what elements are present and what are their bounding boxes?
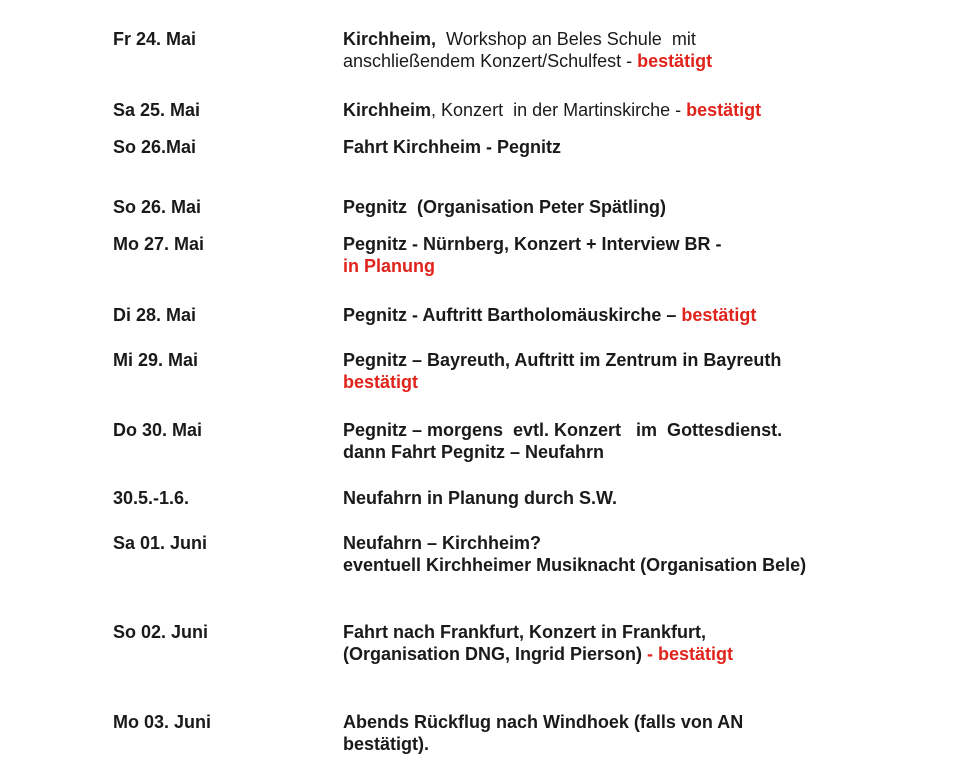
entry-description — [343, 28, 943, 72]
description-line — [343, 621, 943, 643]
description-line — [343, 554, 943, 576]
description-text: (Organisation DNG, Ingrid Pierson) — [343, 644, 648, 664]
entry-date: Fr 24. Mai — [113, 29, 197, 49]
entry-date: Sa 25. Mai — [113, 100, 201, 120]
entry-date: So 26.Mai — [113, 137, 197, 157]
entry-description — [343, 487, 943, 509]
description-line — [343, 50, 943, 72]
description-line — [343, 304, 943, 326]
description-text: Pegnitz – morgens evtl. Konzert im Gottesdienst. — [343, 420, 783, 440]
description-text: Abends Rückflug nach Windhoek (falls von AN — [343, 712, 744, 732]
entry-description — [343, 419, 943, 463]
entry-description — [343, 99, 943, 121]
entry-date: Mo 03. Juni — [113, 712, 212, 732]
entry-description — [343, 233, 943, 277]
entry-description — [343, 304, 943, 326]
description-text: Fahrt nach Frankfurt, Konzert in Frankfurt, — [343, 622, 707, 642]
description-text: Neufahrn – Kirchheim? — [343, 533, 542, 553]
description-line — [343, 532, 943, 554]
entry-description — [343, 136, 943, 158]
entry-date: So 02. Juni — [113, 622, 209, 642]
status-text: in Planung — [343, 256, 435, 276]
entry-date: 30.5.-1.6. — [113, 488, 190, 508]
description-line — [343, 371, 943, 393]
description-line — [343, 196, 943, 218]
description-line — [343, 643, 943, 665]
description-line — [343, 441, 943, 463]
entry-date: Mi 29. Mai — [113, 350, 199, 370]
entry-date: Mo 27. Mai — [113, 234, 205, 254]
description-line — [343, 733, 943, 755]
description-line — [343, 99, 943, 121]
description-text: Pegnitz - Nürnberg, Konzert + Interview BR - — [343, 234, 722, 254]
description-line — [343, 711, 943, 733]
description-line — [343, 28, 943, 50]
description-text: Fahrt Kirchheim - Pegnitz — [343, 137, 562, 157]
status-text: bestätigt — [686, 100, 762, 120]
description-text: Workshop an Beles Schule mit — [436, 29, 696, 49]
entry-description — [343, 349, 943, 393]
status-text: bestätigt — [681, 305, 757, 325]
entry-date: Sa 01. Juni — [113, 533, 208, 553]
description-text: dann Fahrt Pegnitz – Neufahrn — [343, 442, 605, 462]
description-text: Pegnitz - Auftritt Bartholomäuskirche – — [343, 305, 682, 325]
entry-date: So 26. Mai — [113, 197, 202, 217]
description-text: Pegnitz – Bayreuth, Auftritt im Zentrum in Bayreuth — [343, 350, 782, 370]
description-line — [343, 487, 943, 509]
description-line — [343, 419, 943, 441]
description-text: , Konzert in der Martinskirche - — [431, 100, 687, 120]
description-line — [343, 136, 943, 158]
description-line — [343, 255, 943, 277]
entry-description — [343, 621, 943, 665]
status-text: bestätigt — [637, 51, 713, 71]
description-text: eventuell Kirchheimer Musiknacht (Organisation Bele) — [343, 555, 807, 575]
description-line — [343, 349, 943, 371]
entry-date: Do 30. Mai — [113, 420, 203, 440]
description-text: bestätigt). — [343, 734, 430, 754]
entry-description — [343, 711, 943, 755]
entry-date: Di 28. Mai — [113, 305, 197, 325]
description-text: Pegnitz (Organisation Peter Spätling) — [343, 197, 667, 217]
description-text: Neufahrn in Planung durch S.W. — [343, 488, 618, 508]
status-text: - bestätigt — [647, 644, 734, 664]
status-text: bestätigt — [343, 372, 419, 392]
entry-description — [343, 532, 943, 576]
description-line — [343, 233, 943, 255]
description-text: anschließendem Konzert/Schulfest - — [343, 51, 638, 71]
description-text: Kirchheim — [343, 100, 432, 120]
entry-description — [343, 196, 943, 218]
description-text: Kirchheim, — [343, 29, 437, 49]
